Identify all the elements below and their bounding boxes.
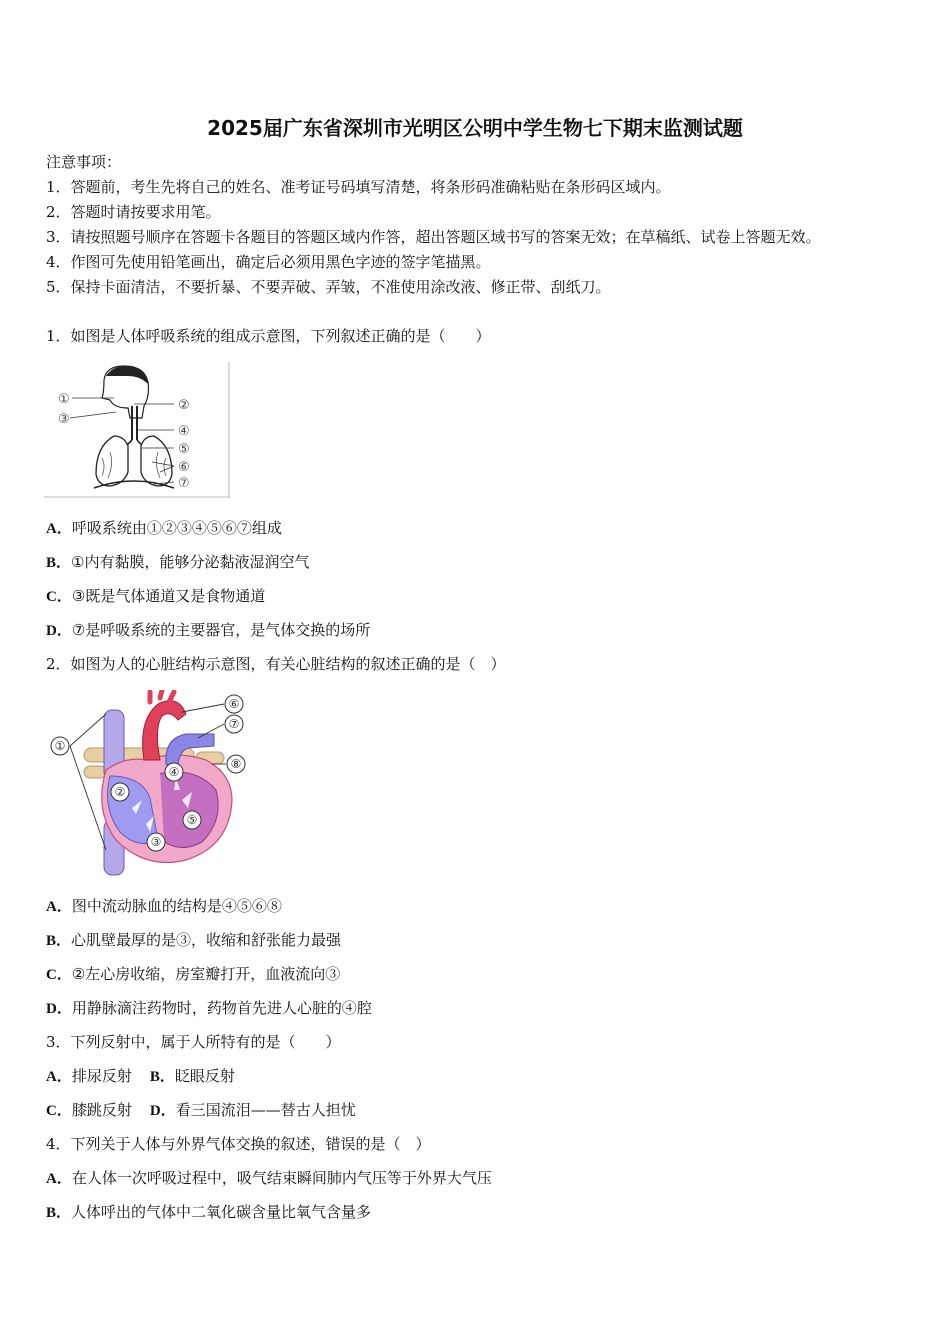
notice-item: 2．答题时请按要求用笔。	[46, 203, 221, 221]
notice-item: 1．答题前，考生先将自己的姓名、准考证号码填写清楚，将条形码准确粘贴在条形码区域内。	[46, 178, 671, 196]
figure-label: ③	[150, 835, 162, 849]
option-d: D．用静脉滴注药物时，药物首先进人心脏的④腔	[46, 999, 372, 1017]
option-a: A．在人体一次呼吸过程中，吸气结束瞬间肺内气压等于外界大气压	[46, 1169, 492, 1187]
option-row: A．排尿反射 B．眨眼反射	[46, 1067, 235, 1085]
option-d: D．⑦是呼吸系统的主要器官，是气体交换的场所	[46, 621, 371, 639]
option-row: C．膝跳反射 D．看三国流泪——替古人担忧	[46, 1101, 356, 1119]
question-1-stem: 1．如图是人体呼吸系统的组成示意图，下列叙述正确的是（ ）	[46, 327, 491, 345]
figure-label: ②	[178, 398, 190, 413]
option-a: A．图中流动脉血的结构是④⑤⑥⑧	[46, 897, 282, 915]
notice-item: 5．保持卡面清洁，不要折暴、不要弄破、弄皱，不准使用涂改液、修正带、刮纸刀。	[46, 278, 611, 296]
figure-label: ④	[168, 765, 180, 779]
heart-structure-figure	[46, 690, 252, 880]
notice-item: 4．作图可先使用铅笔画出，确定后必须用黑色字迹的签字笔描黑。	[46, 253, 491, 271]
option-a: A．呼吸系统由①②③④⑤⑥⑦组成	[46, 519, 282, 537]
notice-item: 3．请按照题号顺序在答题卡各题目的答题区域内作答，超出答题区域书写的答案无效；在草稿纸、试卷上答题无效。	[46, 228, 821, 246]
question-2-stem: 2．如图为人的心脏结构示意图，有关心脏结构的叙述正确的是（ ）	[46, 655, 506, 673]
notice-heading: 注意事项：	[46, 153, 122, 171]
question-3-stem: 3．下列反射中，属于人所特有的是（ ）	[46, 1033, 341, 1051]
figure-label: ⑦	[178, 476, 190, 491]
option-b: B．心肌壁最厚的是③，收缩和舒张能力最强	[46, 931, 342, 949]
figure-label: ①	[54, 739, 66, 753]
figure-label: ③	[58, 412, 70, 427]
option-c: C．③既是气体通道又是食物通道	[46, 587, 266, 605]
figure-label: ②	[114, 785, 126, 799]
page-title: 2025届广东省深圳市光明区公明中学生物七下期末监测试题	[207, 116, 743, 140]
figure-label: ⑦	[228, 717, 240, 731]
option-b: B．①内有黏膜，能够分泌黏液湿润空气	[46, 553, 310, 571]
figure-label: ⑧	[230, 757, 242, 771]
figure-label: ①	[58, 392, 70, 407]
figure-label: ④	[178, 424, 190, 439]
option-c: C．②左心房收缩，房室瓣打开，血液流向③	[46, 965, 341, 983]
figure-label: ⑥	[178, 460, 190, 475]
figure-label: ⑥	[228, 697, 240, 711]
option-b: B．人体呼出的气体中二氧化碳含量比氧气含量多	[46, 1203, 372, 1221]
question-4-stem: 4．下列关于人体与外界气体交换的叙述，错误的是（ ）	[46, 1135, 431, 1153]
figure-label: ⑤	[186, 813, 198, 827]
figure-label: ⑤	[178, 442, 190, 457]
respiratory-system-figure	[44, 362, 230, 498]
